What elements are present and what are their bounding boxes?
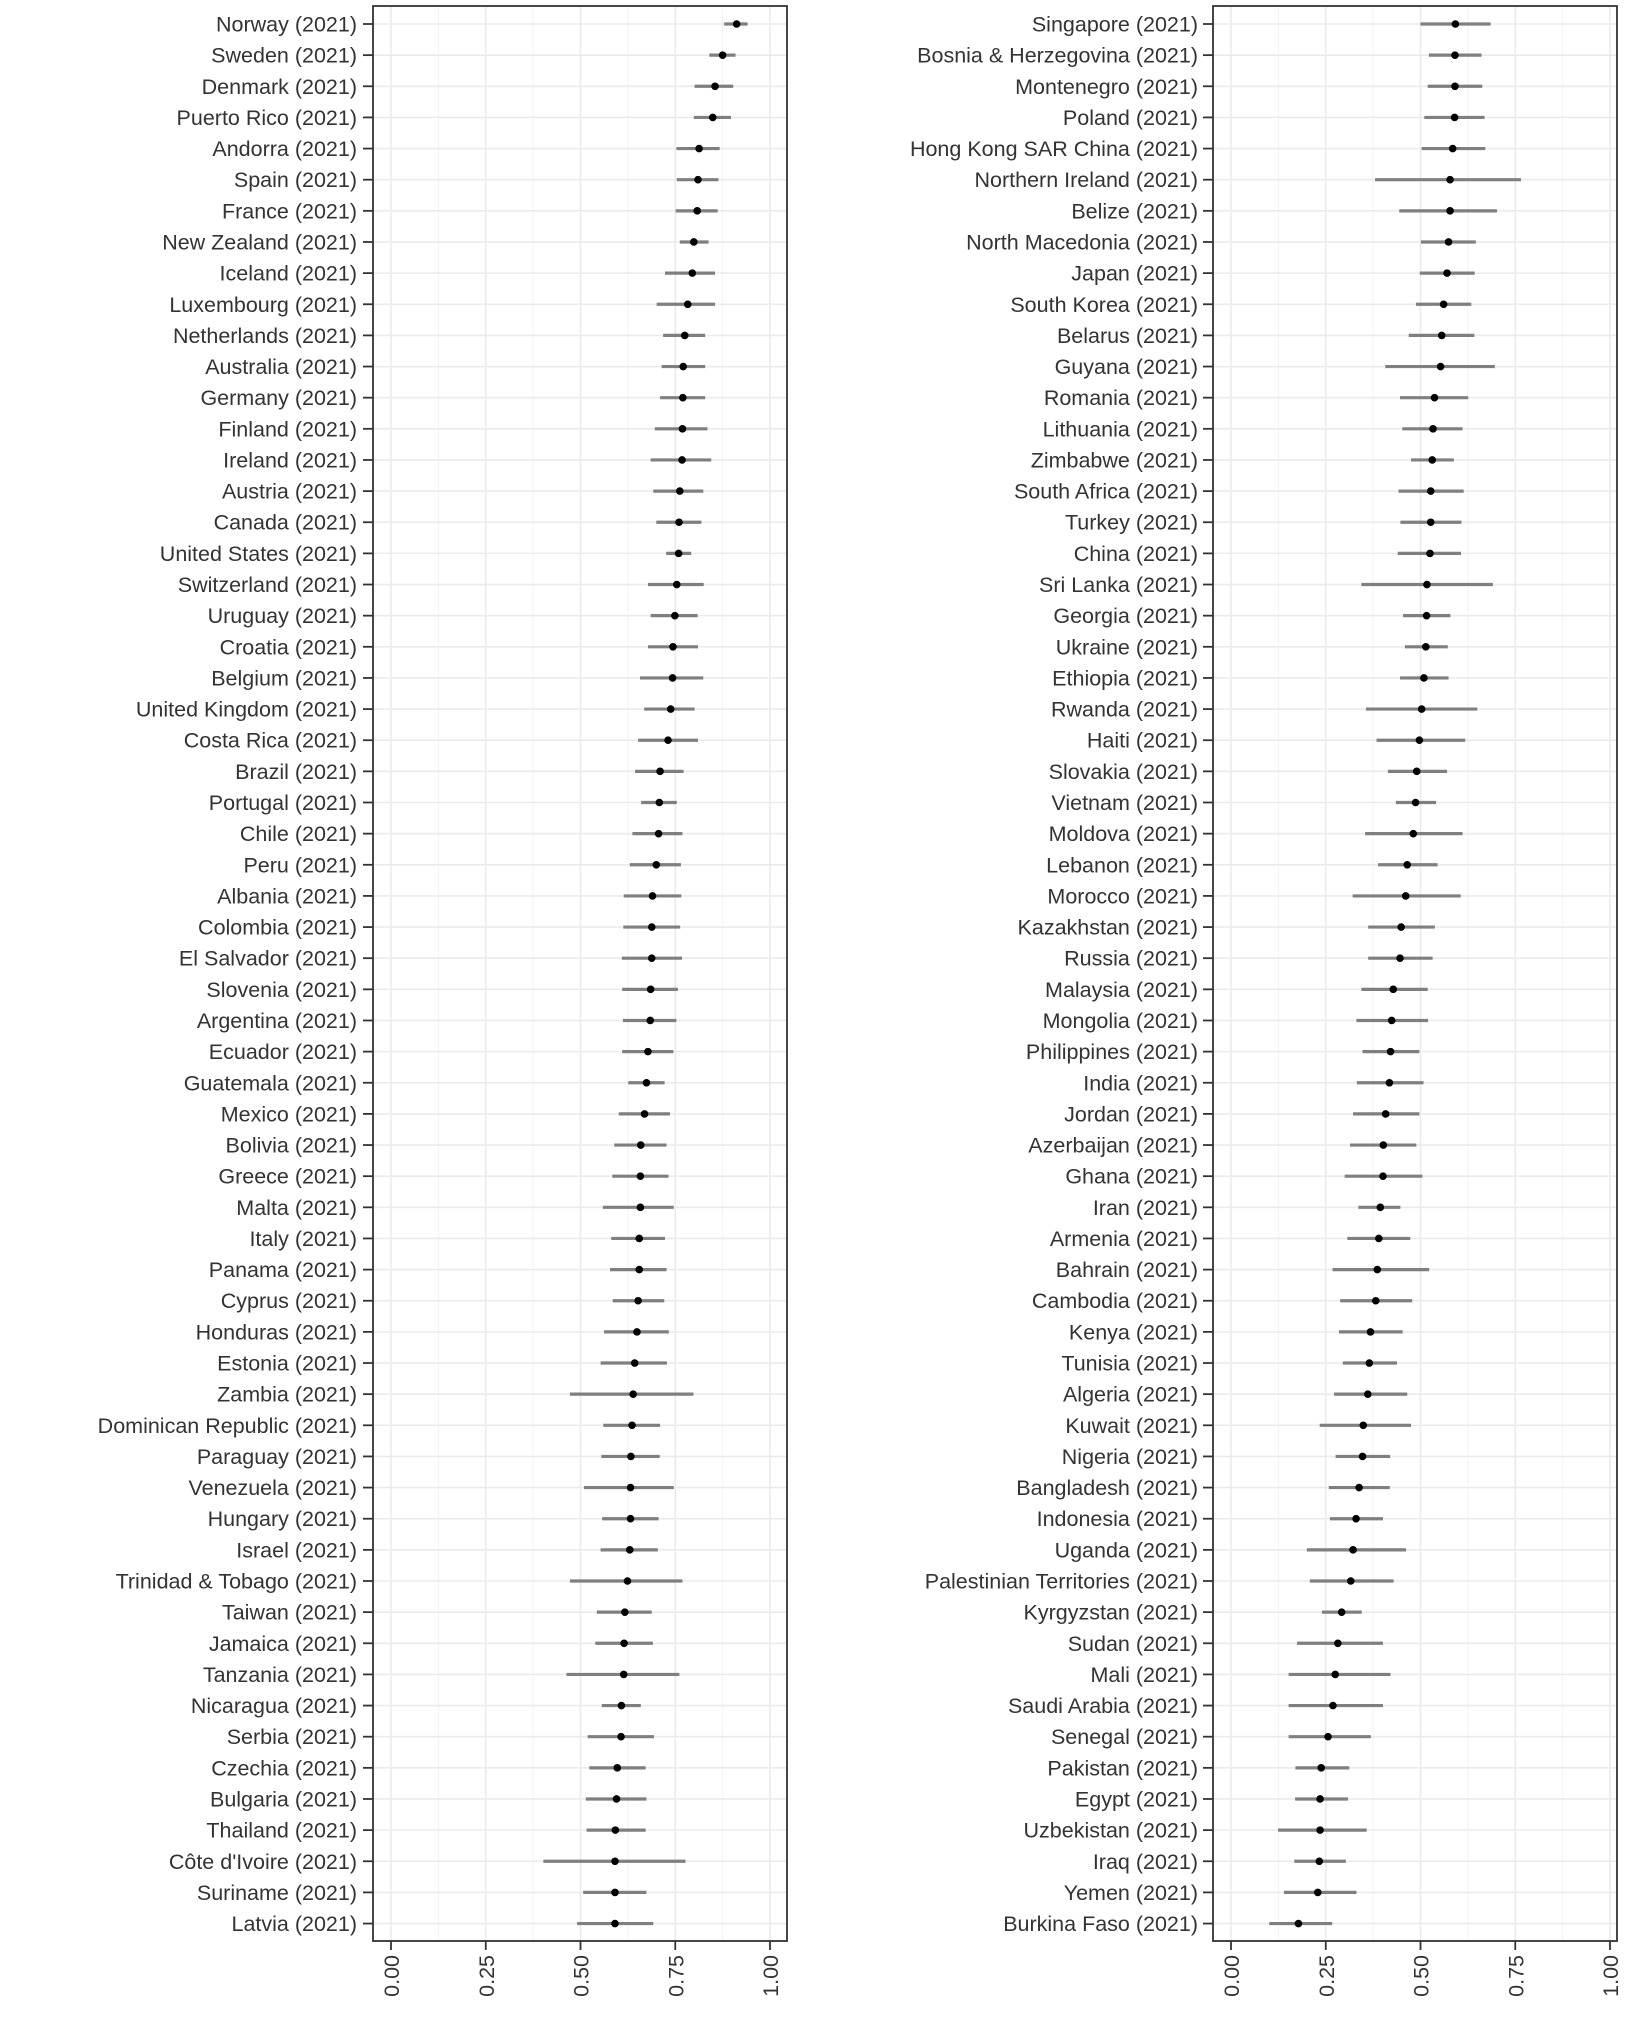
point-estimate bbox=[1387, 1048, 1395, 1056]
y-tick-label: Senegal (2021) bbox=[1050, 1725, 1198, 1750]
point-estimate bbox=[635, 1266, 643, 1274]
y-tick-label: New Zealand (2021) bbox=[162, 230, 357, 255]
y-tick-label: Zambia (2021) bbox=[217, 1382, 357, 1407]
point-estimate bbox=[637, 1204, 645, 1212]
point-estimate bbox=[669, 674, 677, 682]
y-tick-label: Turkey (2021) bbox=[1064, 510, 1198, 535]
y-tick-label: Lithuania (2021) bbox=[1042, 417, 1198, 442]
point-estimate bbox=[656, 799, 664, 807]
y-tick-label: United Kingdom (2021) bbox=[135, 697, 357, 722]
y-tick-label: Taiwan (2021) bbox=[221, 1600, 357, 1625]
y-tick-label: Sweden (2021) bbox=[211, 43, 357, 68]
point-estimate bbox=[620, 1639, 628, 1647]
y-tick-label: Colombia (2021) bbox=[198, 915, 357, 940]
y-tick-label: Croatia (2021) bbox=[219, 635, 357, 660]
point-estimate bbox=[673, 581, 681, 589]
y-tick-label: Luxembourg (2021) bbox=[169, 292, 357, 317]
point-estimate bbox=[1423, 581, 1431, 589]
y-tick-label: Honduras (2021) bbox=[195, 1320, 357, 1345]
y-tick-label: Pakistan (2021) bbox=[1047, 1756, 1198, 1781]
point-estimate bbox=[1359, 1453, 1367, 1461]
point-estimate bbox=[1355, 1484, 1363, 1492]
y-tick-label: Finland (2021) bbox=[218, 417, 357, 442]
point-estimate bbox=[711, 82, 719, 90]
y-tick-label: Netherlands (2021) bbox=[172, 323, 357, 348]
point-estimate bbox=[1438, 332, 1446, 340]
point-estimate bbox=[1446, 176, 1454, 184]
point-estimate bbox=[709, 114, 717, 122]
y-tick-label: Kazakhstan (2021) bbox=[1017, 915, 1198, 940]
point-estimate bbox=[1334, 1639, 1342, 1647]
y-tick-label: Japan (2021) bbox=[1071, 261, 1198, 286]
point-estimate bbox=[618, 1702, 626, 1710]
point-estimate bbox=[624, 1577, 632, 1585]
y-tick-label: Burkina Faso (2021) bbox=[1003, 1912, 1198, 1937]
point-estimate bbox=[631, 1359, 639, 1367]
point-estimate bbox=[620, 1671, 628, 1679]
point-estimate bbox=[1347, 1577, 1355, 1585]
y-tick-label: Montenegro (2021) bbox=[1015, 74, 1198, 99]
y-tick-label: Cyprus (2021) bbox=[220, 1289, 357, 1314]
y-tick-label: Kenya (2021) bbox=[1068, 1320, 1198, 1345]
y-tick-label: Tunisia (2021) bbox=[1061, 1351, 1198, 1376]
point-estimate bbox=[635, 1235, 643, 1243]
y-tick-label: North Macedonia (2021) bbox=[966, 230, 1198, 255]
point-estimate bbox=[655, 830, 663, 838]
point-estimate bbox=[1413, 768, 1421, 776]
point-estimate bbox=[693, 207, 701, 215]
point-estimate bbox=[1427, 487, 1435, 495]
y-tick-label: Slovenia (2021) bbox=[206, 977, 357, 1002]
y-tick-label: Chile (2021) bbox=[239, 822, 357, 847]
point-estimate bbox=[694, 176, 702, 184]
y-tick-label: France (2021) bbox=[221, 199, 357, 224]
point-estimate bbox=[611, 1920, 619, 1928]
y-tick-label: Morocco (2021) bbox=[1047, 884, 1198, 909]
point-estimate bbox=[1373, 1266, 1381, 1274]
y-tick-label: Algeria (2021) bbox=[1062, 1382, 1198, 1407]
point-estimate bbox=[641, 1110, 649, 1118]
y-tick-label: Norway (2021) bbox=[216, 12, 357, 37]
point-estimate bbox=[653, 861, 661, 869]
y-tick-label: Ireland (2021) bbox=[223, 448, 357, 473]
y-tick-label: Israel (2021) bbox=[236, 1538, 357, 1563]
point-estimate bbox=[1316, 1826, 1324, 1834]
y-tick-label: Italy (2021) bbox=[249, 1226, 357, 1251]
y-tick-label: Ghana (2021) bbox=[1065, 1164, 1198, 1189]
y-tick-label: Suriname (2021) bbox=[196, 1880, 357, 1905]
point-estimate bbox=[627, 1515, 635, 1523]
y-tick-label: Nigeria (2021) bbox=[1061, 1444, 1198, 1469]
point-estimate bbox=[679, 394, 687, 402]
point-estimate bbox=[1426, 550, 1434, 558]
point-estimate bbox=[1452, 20, 1460, 28]
point-estimate bbox=[669, 643, 677, 651]
y-tick-label: Kyrgyzstan (2021) bbox=[1023, 1600, 1198, 1625]
y-tick-label: Zimbabwe (2021) bbox=[1030, 448, 1198, 473]
y-tick-label: Mexico (2021) bbox=[220, 1102, 357, 1127]
y-tick-label: Haiti (2021) bbox=[1086, 728, 1198, 753]
y-tick-label: Malta (2021) bbox=[236, 1195, 357, 1220]
y-tick-label: Serbia (2021) bbox=[226, 1725, 357, 1750]
x-tick-label: 0.75 bbox=[664, 1955, 689, 1997]
point-estimate bbox=[1389, 986, 1397, 994]
point-estimate bbox=[1317, 1764, 1325, 1772]
x-tick-label: 0.25 bbox=[474, 1955, 499, 1997]
point-estimate bbox=[629, 1390, 637, 1398]
y-tick-label: Peru (2021) bbox=[243, 853, 357, 878]
point-estimate bbox=[675, 550, 683, 558]
y-tick-label: Switzerland (2021) bbox=[177, 573, 357, 598]
point-estimate bbox=[1388, 1017, 1396, 1025]
y-tick-label: Jordan (2021) bbox=[1064, 1102, 1198, 1127]
y-tick-label: Sri Lanka (2021) bbox=[1039, 573, 1198, 598]
point-estimate bbox=[1427, 518, 1435, 526]
y-tick-label: Mongolia (2021) bbox=[1042, 1008, 1198, 1033]
point-estimate bbox=[689, 269, 697, 277]
point-estimate bbox=[1349, 1546, 1357, 1554]
point-estimate bbox=[1397, 923, 1405, 931]
y-tick-label: Venezuela (2021) bbox=[188, 1476, 357, 1501]
y-tick-label: Egypt (2021) bbox=[1074, 1787, 1198, 1812]
y-tick-label: Iraq (2021) bbox=[1092, 1849, 1198, 1874]
y-tick-label: United States (2021) bbox=[159, 541, 357, 566]
y-tick-label: Uzbekistan (2021) bbox=[1023, 1818, 1198, 1843]
x-tick-label: 0.25 bbox=[1314, 1955, 1339, 1997]
point-estimate bbox=[612, 1826, 620, 1834]
point-estimate bbox=[1409, 830, 1417, 838]
point-estimate bbox=[1429, 425, 1437, 433]
point-estimate bbox=[1412, 799, 1420, 807]
y-tick-label: Latvia (2021) bbox=[231, 1912, 357, 1937]
point-estimate bbox=[1382, 1110, 1390, 1118]
point-estimate bbox=[679, 425, 687, 433]
y-tick-label: Dominican Republic (2021) bbox=[97, 1413, 357, 1438]
y-tick-label: Ecuador (2021) bbox=[208, 1040, 357, 1065]
point-estimate bbox=[1331, 1671, 1339, 1679]
y-tick-label: Bosnia & Herzegovina (2021) bbox=[917, 43, 1198, 68]
point-estimate bbox=[656, 768, 664, 776]
x-tick-label: 0.00 bbox=[380, 1955, 404, 1997]
y-tick-label: Brazil (2021) bbox=[235, 759, 357, 784]
point-estimate bbox=[690, 238, 698, 246]
y-tick-label: Indonesia (2021) bbox=[1036, 1507, 1198, 1532]
y-tick-label: India (2021) bbox=[1083, 1071, 1198, 1096]
y-tick-label: Singapore (2021) bbox=[1031, 12, 1198, 37]
y-tick-label: Poland (2021) bbox=[1062, 105, 1198, 130]
y-tick-label: Albania (2021) bbox=[217, 884, 357, 909]
y-tick-label: Czechia (2021) bbox=[211, 1756, 357, 1781]
point-estimate bbox=[681, 332, 689, 340]
y-tick-label: Canada (2021) bbox=[213, 510, 357, 535]
point-estimate bbox=[1402, 892, 1410, 900]
point-estimate bbox=[1372, 1297, 1380, 1305]
y-tick-label: Paraguay (2021) bbox=[196, 1444, 357, 1469]
y-tick-label: Moldova (2021) bbox=[1048, 822, 1198, 847]
point-estimate bbox=[644, 1048, 652, 1056]
point-estimate bbox=[1451, 51, 1459, 59]
x-tick-label: 1.00 bbox=[1599, 1955, 1623, 1997]
point-estimate bbox=[695, 145, 703, 153]
point-estimate bbox=[617, 1733, 625, 1741]
point-estimate bbox=[1445, 238, 1453, 246]
point-estimate bbox=[1449, 145, 1457, 153]
point-estimate bbox=[684, 300, 692, 308]
point-estimate bbox=[611, 1857, 619, 1865]
y-tick-label: Estonia (2021) bbox=[217, 1351, 357, 1376]
x-tick-label: 0.50 bbox=[1409, 1955, 1434, 1997]
point-estimate bbox=[1451, 82, 1459, 90]
y-tick-label: Spain (2021) bbox=[233, 168, 357, 193]
point-estimate bbox=[1366, 1359, 1374, 1367]
point-estimate bbox=[675, 518, 683, 526]
y-tick-label: Kuwait (2021) bbox=[1065, 1413, 1198, 1438]
point-estimate bbox=[626, 1546, 634, 1554]
y-tick-label: Uruguay (2021) bbox=[207, 604, 357, 629]
y-tick-label: Lebanon (2021) bbox=[1046, 853, 1198, 878]
point-estimate bbox=[671, 612, 679, 620]
y-tick-label: Yemen (2021) bbox=[1063, 1880, 1198, 1905]
point-estimate bbox=[1314, 1889, 1322, 1897]
y-tick-label: Ukraine (2021) bbox=[1055, 635, 1198, 660]
y-tick-label: Romania (2021) bbox=[1043, 386, 1198, 411]
y-tick-label: Azerbaijan (2021) bbox=[1028, 1133, 1198, 1158]
y-tick-label: Puerto Rico (2021) bbox=[176, 105, 357, 130]
point-estimate bbox=[621, 1608, 629, 1616]
point-estimate bbox=[643, 1079, 651, 1087]
y-tick-label: Hungary (2021) bbox=[207, 1507, 357, 1532]
point-estimate bbox=[1451, 114, 1459, 122]
point-estimate bbox=[649, 892, 657, 900]
y-tick-label: South Africa (2021) bbox=[1013, 479, 1198, 504]
y-tick-label: Sudan (2021) bbox=[1067, 1631, 1198, 1656]
point-estimate bbox=[1329, 1702, 1337, 1710]
point-estimate bbox=[611, 1889, 619, 1897]
y-tick-label: China (2021) bbox=[1073, 541, 1198, 566]
y-tick-label: Mali (2021) bbox=[1090, 1662, 1198, 1687]
point-estimate bbox=[1338, 1608, 1346, 1616]
point-estimate bbox=[647, 986, 655, 994]
y-tick-label: Panama (2021) bbox=[208, 1258, 357, 1283]
right-panel bbox=[910, 6, 1623, 1997]
point-estimate bbox=[634, 1297, 642, 1305]
y-tick-label: Bulgaria (2021) bbox=[209, 1787, 357, 1812]
point-estimate bbox=[633, 1328, 641, 1336]
point-estimate bbox=[1386, 1079, 1394, 1087]
y-tick-label: Andorra (2021) bbox=[212, 137, 357, 162]
y-tick-label: Belgium (2021) bbox=[211, 666, 357, 691]
y-tick-label: Denmark (2021) bbox=[201, 74, 357, 99]
point-estimate bbox=[1375, 1235, 1383, 1243]
point-estimate bbox=[676, 487, 684, 495]
x-tick-label: 0.75 bbox=[1504, 1955, 1529, 1997]
y-tick-label: Portugal (2021) bbox=[208, 791, 357, 815]
point-estimate bbox=[1380, 1141, 1388, 1149]
point-estimate bbox=[1367, 1328, 1375, 1336]
y-tick-label: Austria (2021) bbox=[221, 479, 357, 504]
point-estimate bbox=[1423, 612, 1431, 620]
point-estimate bbox=[719, 51, 727, 59]
point-estimate bbox=[627, 1484, 635, 1492]
y-tick-label: Bahrain (2021) bbox=[1055, 1258, 1198, 1283]
y-tick-label: Argentina (2021) bbox=[196, 1008, 357, 1033]
y-tick-label: El Salvador (2021) bbox=[178, 946, 357, 971]
x-tick-label: 1.00 bbox=[759, 1955, 783, 1997]
point-estimate bbox=[678, 456, 686, 464]
y-tick-label: Australia (2021) bbox=[205, 355, 357, 380]
point-estimate bbox=[613, 1795, 621, 1803]
y-tick-label: Cambodia (2021) bbox=[1031, 1289, 1198, 1314]
y-tick-label: Armenia (2021) bbox=[1049, 1226, 1198, 1251]
y-tick-label: Germany (2021) bbox=[200, 386, 357, 411]
y-tick-label: Iran (2021) bbox=[1092, 1195, 1198, 1220]
point-estimate bbox=[1316, 1795, 1324, 1803]
point-estimate bbox=[1443, 269, 1451, 277]
y-tick-label: Côte d'Ivoire (2021) bbox=[168, 1849, 357, 1874]
point-estimate bbox=[1377, 1204, 1385, 1212]
y-tick-label: Ethiopia (2021) bbox=[1052, 666, 1198, 691]
y-tick-label: Uganda (2021) bbox=[1054, 1538, 1198, 1563]
y-tick-label: Northern Ireland (2021) bbox=[974, 168, 1198, 193]
y-tick-label: Nicaragua (2021) bbox=[190, 1694, 357, 1719]
y-tick-label: Philippines (2021) bbox=[1025, 1040, 1198, 1065]
y-tick-label: Tanzania (2021) bbox=[202, 1662, 357, 1687]
y-tick-label: Thailand (2021) bbox=[206, 1818, 357, 1843]
y-tick-label: Costa Rica (2021) bbox=[183, 728, 357, 753]
y-tick-label: Slovakia (2021) bbox=[1048, 759, 1198, 784]
y-tick-label: Malaysia (2021) bbox=[1045, 977, 1198, 1002]
y-tick-label: Iceland (2021) bbox=[219, 261, 357, 286]
y-tick-label: Rwanda (2021) bbox=[1050, 697, 1198, 722]
point-estimate bbox=[1316, 1857, 1324, 1865]
point-estimate bbox=[664, 736, 672, 744]
y-tick-label: Bangladesh (2021) bbox=[1016, 1476, 1198, 1501]
x-tick-label: 0.00 bbox=[1220, 1955, 1244, 1997]
point-estimate bbox=[1295, 1920, 1303, 1928]
point-estimate bbox=[1403, 861, 1411, 869]
point-estimate bbox=[637, 1172, 645, 1180]
point-estimate bbox=[1416, 736, 1424, 744]
y-tick-label: Jamaica (2021) bbox=[208, 1631, 357, 1656]
y-tick-label: Guatemala (2021) bbox=[183, 1071, 357, 1096]
y-tick-label: Guyana (2021) bbox=[1054, 355, 1198, 380]
point-estimate bbox=[1440, 300, 1448, 308]
y-tick-label: South Korea (2021) bbox=[1010, 292, 1198, 317]
point-estimate bbox=[648, 954, 656, 962]
y-tick-label: Vietnam (2021) bbox=[1051, 791, 1198, 815]
point-estimate bbox=[628, 1422, 636, 1430]
point-estimate bbox=[1418, 705, 1426, 713]
x-tick-label: 0.50 bbox=[569, 1955, 594, 1997]
point-estimate bbox=[733, 20, 741, 28]
point-estimate bbox=[1359, 1422, 1367, 1430]
point-estimate bbox=[648, 923, 656, 931]
point-estimate bbox=[1420, 674, 1428, 682]
y-tick-label: Belarus (2021) bbox=[1056, 323, 1198, 348]
point-estimate bbox=[667, 705, 675, 713]
point-estimate bbox=[1437, 363, 1445, 371]
point-estimate bbox=[1352, 1515, 1360, 1523]
y-tick-label: Trinidad & Tobago (2021) bbox=[115, 1569, 357, 1594]
plot-background bbox=[1213, 6, 1617, 1941]
y-tick-label: Palestinian Territories (2021) bbox=[924, 1569, 1198, 1594]
y-tick-label: Saudi Arabia (2021) bbox=[1007, 1694, 1198, 1719]
point-estimate bbox=[1379, 1172, 1387, 1180]
point-estimate bbox=[613, 1764, 621, 1772]
y-tick-label: Hong Kong SAR China (2021) bbox=[909, 137, 1198, 162]
point-estimate bbox=[1324, 1733, 1332, 1741]
y-tick-label: Bolivia (2021) bbox=[225, 1133, 357, 1158]
y-tick-label: Greece (2021) bbox=[218, 1164, 357, 1189]
point-estimate bbox=[1396, 954, 1404, 962]
point-estimate bbox=[637, 1141, 645, 1149]
point-estimate bbox=[1446, 207, 1454, 215]
point-estimate bbox=[1364, 1390, 1372, 1398]
point-estimate bbox=[646, 1017, 654, 1025]
left-panel bbox=[98, 6, 787, 1997]
point-estimate bbox=[1431, 394, 1439, 402]
y-tick-label: Belize (2021) bbox=[1071, 199, 1198, 224]
y-tick-label: Russia (2021) bbox=[1064, 946, 1198, 971]
point-estimate bbox=[679, 363, 687, 371]
point-estimate bbox=[1428, 456, 1436, 464]
point-estimate bbox=[1422, 643, 1430, 651]
y-tick-label: Georgia (2021) bbox=[1053, 604, 1198, 629]
point-estimate bbox=[627, 1453, 635, 1461]
